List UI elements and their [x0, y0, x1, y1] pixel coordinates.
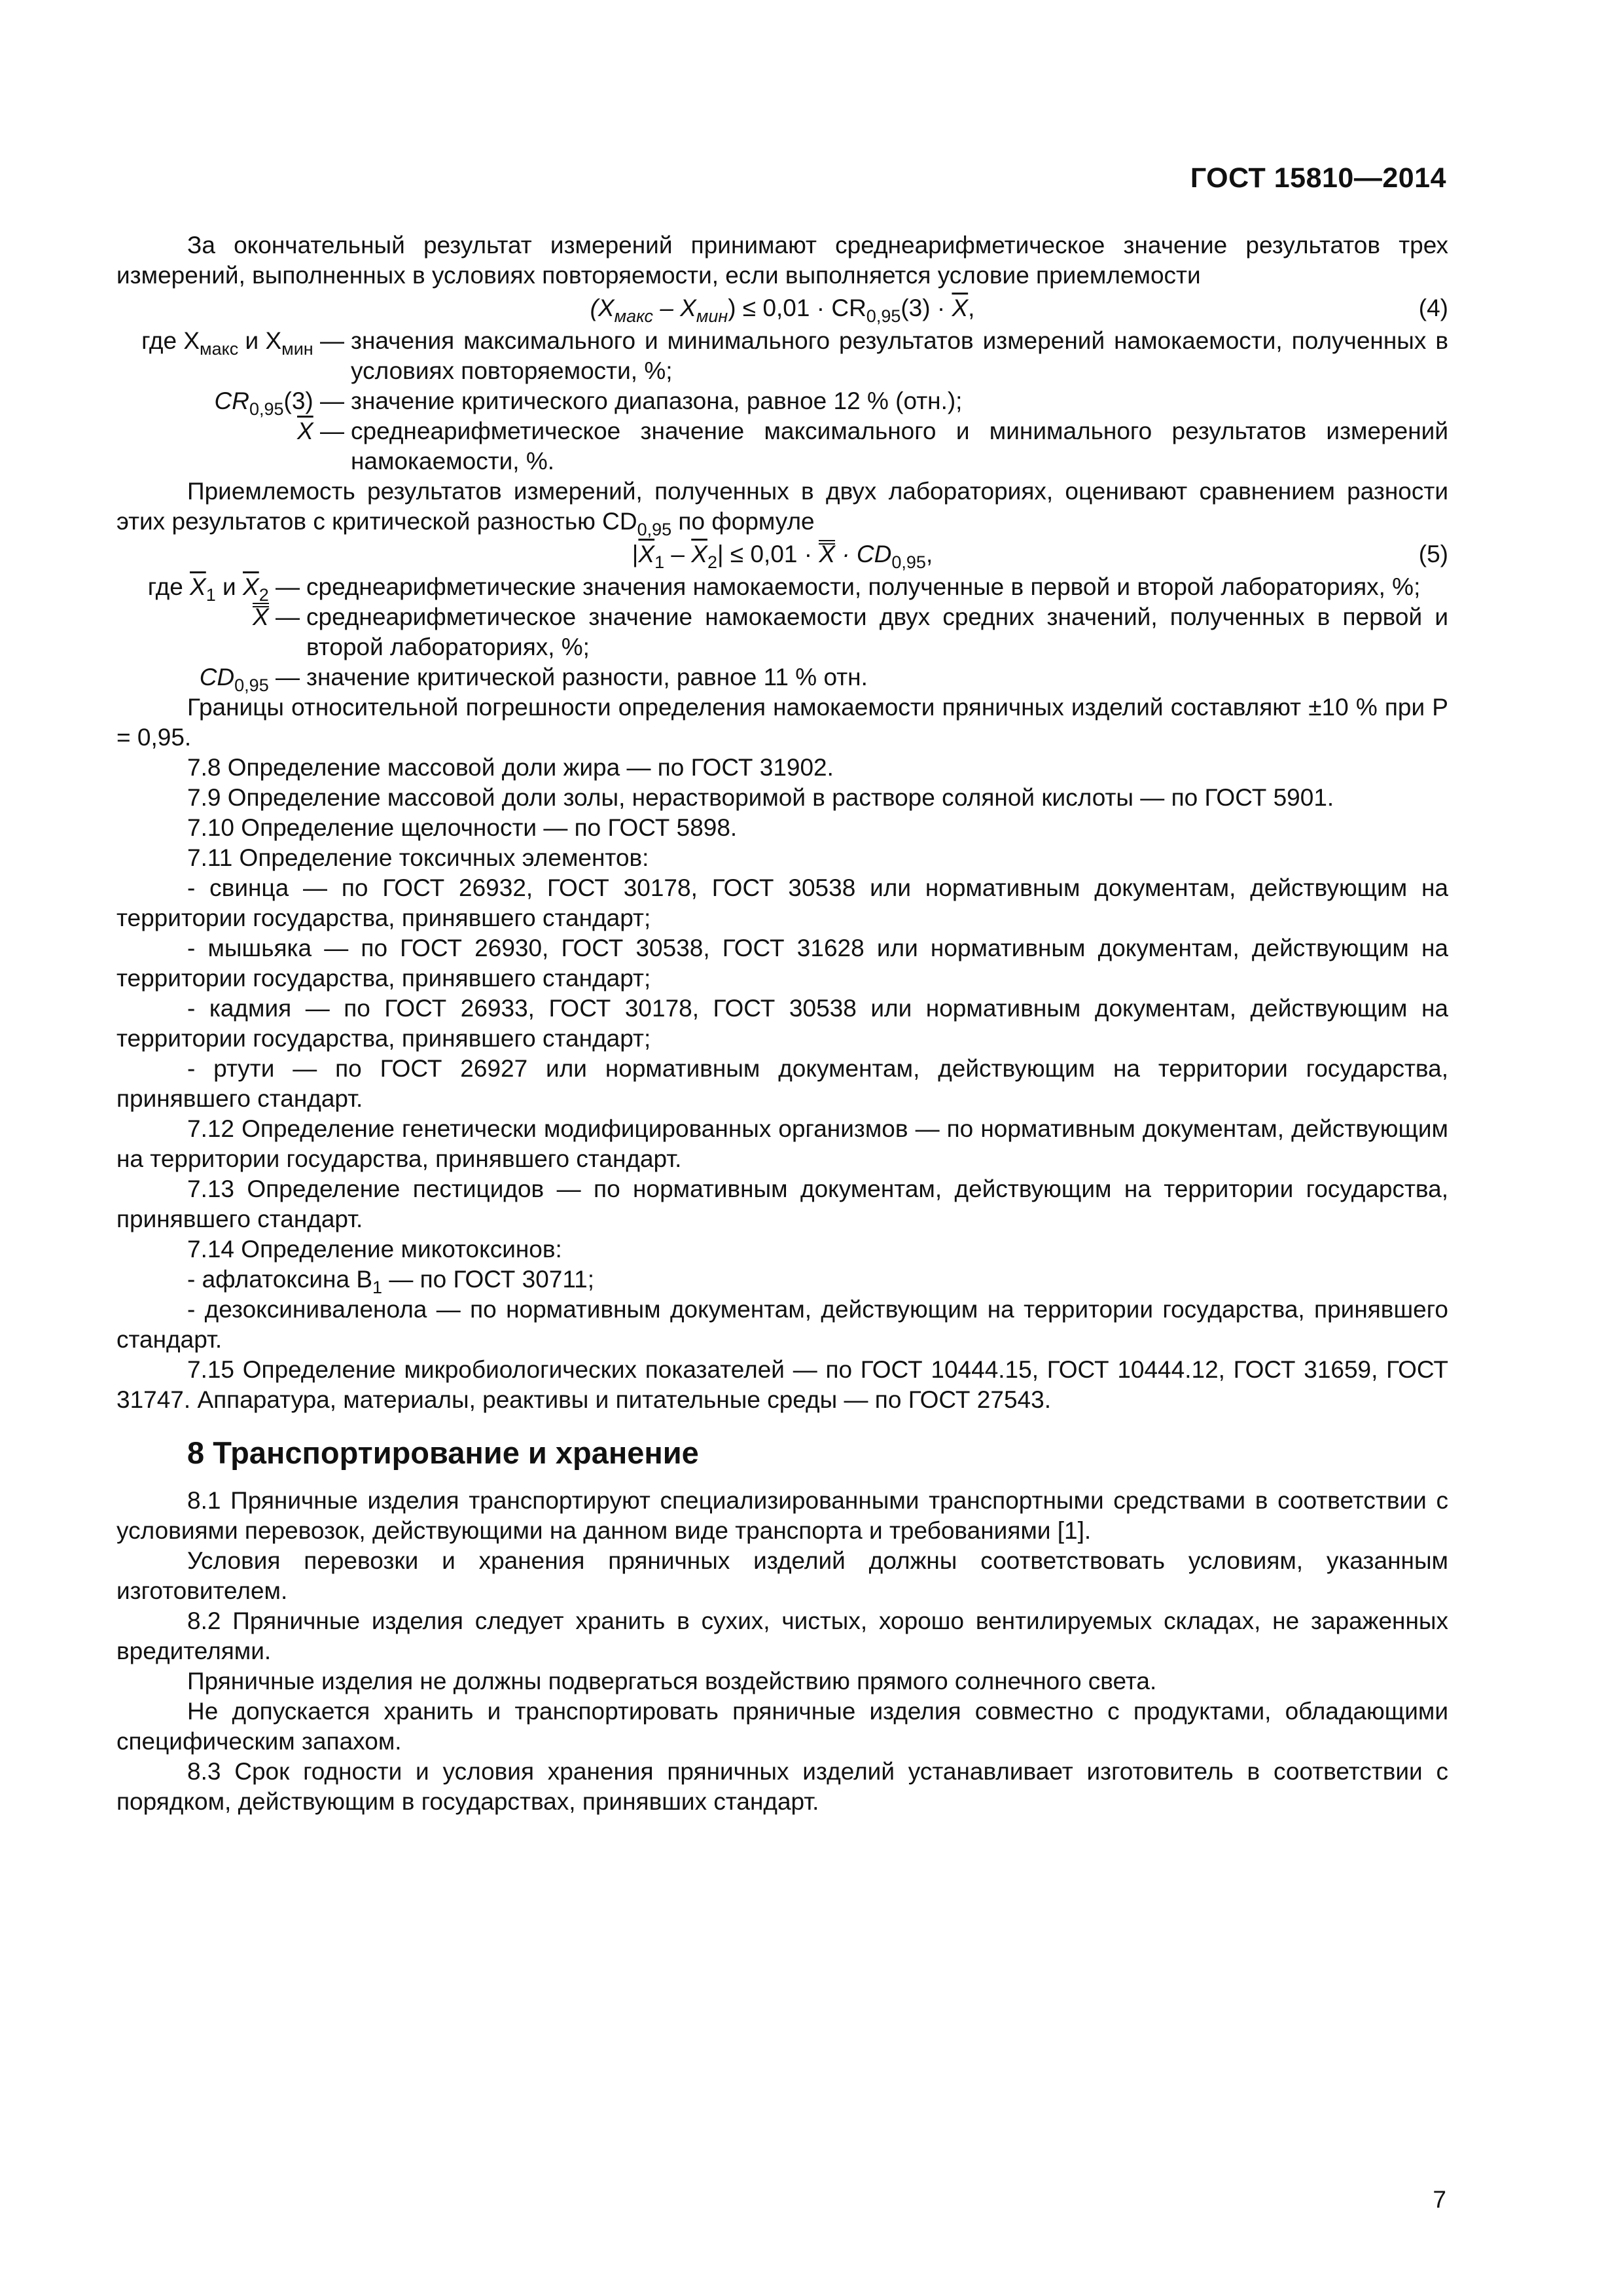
clause-paragraph: 7.15 Определение микробиологических показателей — по ГОСТ 10444.15, ГОСТ 10444.12, ГОСТ 31659, ГОСТ 31747. Аппаратура, материалы, реактивы и питательные среды — по ГОСТ 27543.	[116, 1356, 1448, 1413]
clause-paragraph: 7.8 Определение массовой доли жира — по ГОСТ 31902.	[187, 754, 834, 781]
label-text: где X	[141, 327, 200, 354]
label-text: и X	[238, 327, 282, 354]
label-text: (3) —	[283, 387, 344, 414]
clause-paragraph: 7.9 Определение массовой доли золы, нерастворимой в растворе соляной кислоты — по ГОСТ 5901.	[187, 784, 1334, 811]
formula-5-part: ,	[925, 541, 933, 567]
variable-label	[116, 416, 344, 446]
section-heading: 8 Транспортирование и хранение	[187, 1435, 699, 1470]
formula-4	[116, 293, 1448, 326]
variable-label	[116, 572, 300, 605]
label-text: CR	[214, 387, 249, 414]
labs-paragraph	[116, 476, 1448, 537]
variable-definition	[116, 386, 1448, 419]
section-paragraph: 8.1 Пряничные изделия транспортируют специализированными транспортными средствами в соответствии с условиями перевозок, действующими на данном виде транспорта и требованиями [1].	[116, 1487, 1448, 1544]
label-xbar: $\overline{X}$	[243, 573, 259, 600]
paragraph-text: по формуле	[671, 508, 815, 535]
variable-definition	[116, 416, 1448, 476]
variable-definition	[116, 326, 1448, 386]
formula-5-part: –	[664, 541, 692, 567]
label-text: и	[215, 573, 243, 600]
list-item: - свинца — по ГОСТ 26932, ГОСТ 30178, ГОСТ 30538 или нормативным документам, действующим на территории государства, принявшего стандарт;	[116, 874, 1448, 931]
bounds-paragraph: Границы относительной погрешности определения намокаемости пряничных изделий составляют ±10 % при P = 0,95.	[116, 694, 1448, 751]
formula-5-xbar: $\overline{X}$	[638, 541, 655, 567]
label-sub: 1	[205, 585, 216, 605]
clause-paragraph: 7.11 Определение токсичных элементов:	[187, 844, 649, 871]
paragraph-text: Приемлемость результатов измерений, полученных в двух лабораториях, оценивают сравнением разности этих результатов с критической разностью CD	[116, 478, 1448, 535]
label-text: —	[313, 418, 344, 444]
formula-5-part: · CD	[835, 541, 892, 567]
formula-4-number: (4)	[1418, 295, 1448, 321]
variable-description: среднеарифметическое значение намокаемости двух средних значений, полученных в первой и второй лабораториях, %;	[306, 603, 1448, 660]
variable-definition	[116, 602, 1448, 662]
label-xbar: $\overline{X}$	[297, 418, 313, 444]
list-item: - мышьяка — по ГОСТ 26930, ГОСТ 30538, ГОСТ 31628 или нормативным документам, действующим на территории государства, принявшего стандарт;	[116, 935, 1448, 992]
formula-4-part: – X	[653, 295, 696, 321]
label-sub: 0,95	[234, 675, 269, 695]
label-text: —	[268, 664, 300, 691]
label-xdoublebar: X	[253, 602, 269, 632]
formula-5-sub: 2	[707, 552, 717, 572]
formula-4-part: ,	[968, 295, 975, 321]
formula-5-sub: 0,95	[891, 552, 926, 572]
section-paragraph: Пряничные изделия не должны подвергаться воздействию прямого солнечного света.	[187, 1668, 1157, 1695]
variable-definition	[116, 572, 1448, 605]
list-item: - дезоксиниваленола — по нормативным документам, действующим на территории государства, принявшего стандарт.	[116, 1296, 1448, 1353]
document-header: ГОСТ 15810—2014	[1190, 162, 1446, 194]
formula-5-number: (5)	[1418, 541, 1448, 567]
label-text: CD	[199, 664, 235, 691]
variable-label	[116, 602, 300, 632]
variable-label	[116, 662, 300, 695]
section-paragraph: Условия перевозки и хранения пряничных изделий должны соответствовать условиям, указанным изготовителем.	[116, 1547, 1448, 1604]
list-item: - ртути — по ГОСТ 26927 или нормативным документам, действующим на территории государства, принявшего стандарт.	[116, 1055, 1448, 1112]
formula-4-part: (3) ·	[901, 295, 952, 321]
formula-5	[116, 539, 1448, 572]
clause-paragraph: 7.14 Определение микотоксинов:	[187, 1236, 562, 1263]
variable-label	[116, 326, 344, 359]
variable-description: значение критической разности, равное 11 % отн.	[306, 664, 868, 691]
page-number: 7	[1433, 2186, 1446, 2213]
label-sub: мин	[281, 339, 313, 359]
formula-5-sub: 1	[654, 552, 665, 572]
formula-5-part: | ≤ 0,01 ·	[717, 541, 819, 567]
formula-5-xbar: $\overline{X}$	[691, 541, 707, 567]
formula-4-part: (X	[590, 295, 615, 321]
variable-label	[116, 386, 344, 419]
section-paragraph: 8.2 Пряничные изделия следует хранить в сухих, чистых, хорошо вентилируемых складах, не зараженных вредителями.	[116, 1607, 1448, 1664]
paragraph-sub: 0,95	[637, 520, 672, 539]
formula-5-part: |	[632, 541, 639, 567]
label-sub: макс	[200, 339, 239, 359]
variable-description: среднеарифметическое значение максимального и минимального результатов измерений намокаемости, %.	[351, 418, 1448, 475]
formula-4-sub: 0,95	[866, 306, 901, 326]
section-paragraph: Не допускается хранить и транспортировать пряничные изделия совместно с продуктами, обладающими специфическим запахом.	[116, 1698, 1448, 1755]
list-item: - кадмия — по ГОСТ 26933, ГОСТ 30178, ГОСТ 30538 или нормативным документам, действующим на территории государства, принявшего стандарт;	[116, 995, 1448, 1052]
section-paragraph: 8.3 Срок годности и условия хранения пряничных изделий устанавливает изготовитель в соответствии с порядком, действующим в государствах, принявших стандарт.	[116, 1758, 1448, 1815]
list-item	[116, 1265, 1448, 1295]
variable-description: значения максимального и минимального результатов измерений намокаемости, полученных в условиях повторяемости, %;	[351, 327, 1448, 384]
formula-4-xbar: $\overline{X}$	[952, 295, 969, 321]
formula-4-sub: макс	[614, 306, 654, 326]
label-text: —	[313, 327, 344, 354]
clause-paragraph: 7.12 Определение генетически модифицированных организмов — по нормативным документам, действующим на территории государства, принявшего стандарт.	[116, 1115, 1448, 1172]
page-body	[116, 230, 1448, 1817]
clause-paragraph: 7.10 Определение щелочности — по ГОСТ 5898.	[187, 814, 738, 841]
label-text: —	[268, 573, 300, 600]
variable-description: значение критического диапазона, равное 12 % (отн.);	[351, 387, 963, 414]
label-text: —	[268, 603, 300, 630]
formula-4-part: ) ≤ 0,01 · CR	[728, 295, 866, 321]
variable-description: среднеарифметические значения намокаемости, полученные в первой и второй лабораториях, %;	[306, 573, 1421, 600]
label-sub: 2	[259, 585, 269, 605]
list-item-text: — по ГОСТ 30711;	[382, 1266, 595, 1293]
label-text: где	[147, 573, 190, 600]
variable-definition	[116, 662, 1448, 695]
formula-4-sub: мин	[696, 306, 728, 326]
list-item-text: - афлатоксина B	[187, 1266, 373, 1293]
label-xbar: $\overline{X}$	[190, 573, 206, 600]
formula-5-xdoublebar: X	[819, 539, 835, 569]
intro-paragraph: За окончательный результат измерений принимают среднеарифметическое значение результатов трех измерений, выполненных в условиях повторяемости, если выполняется условие приемлемости	[116, 232, 1448, 289]
list-item-sub: 1	[372, 1278, 383, 1297]
label-sub: 0,95	[249, 399, 284, 419]
clause-paragraph: 7.13 Определение пестицидов — по нормативным документам, действующим на территории государства, принявшего стандарт.	[116, 1175, 1448, 1232]
